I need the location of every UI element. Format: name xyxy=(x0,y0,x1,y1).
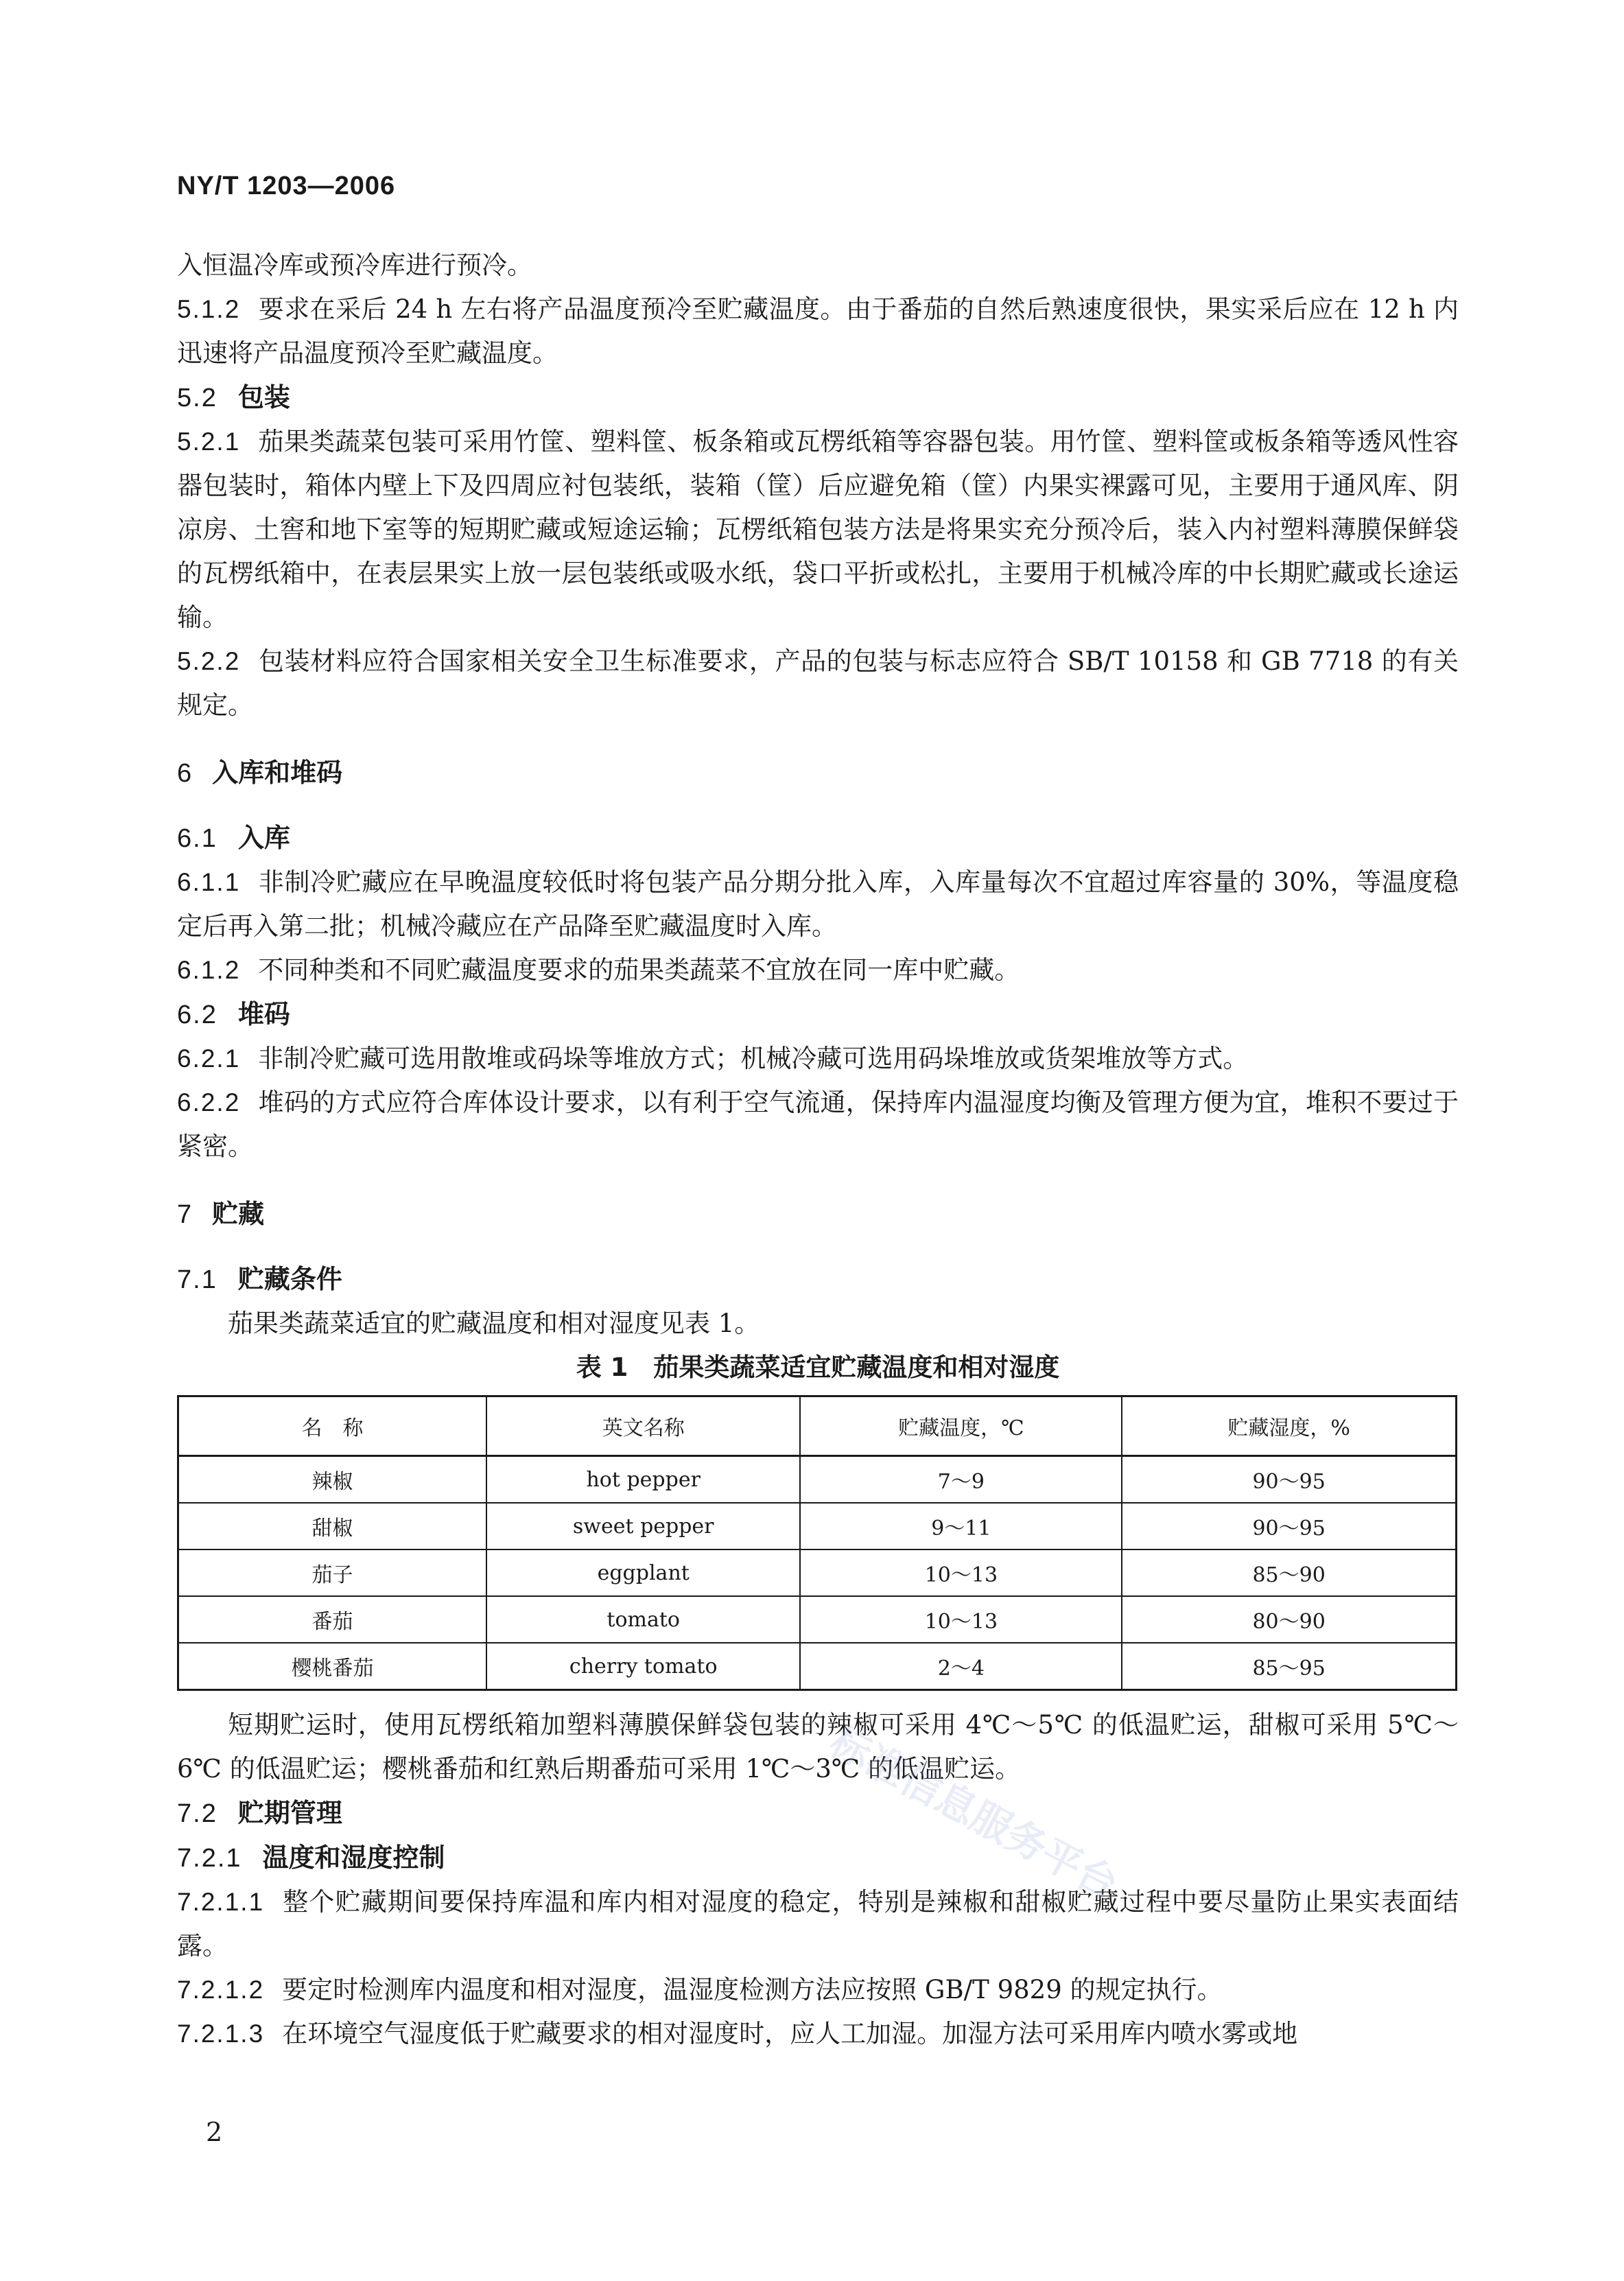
cell-humidity: 90～95 xyxy=(1122,1503,1456,1549)
clause-number: 7.2.1.3 xyxy=(177,2020,265,2048)
storage-conditions-table xyxy=(177,1395,1457,1691)
cell-temperature: 7～9 xyxy=(800,1456,1122,1504)
clause-7-1-text: 茄果类蔬菜适宜的贮藏温度和相对湿度见表 1。 xyxy=(228,1309,760,1338)
clause-text: 非制冷贮藏可选用散堆或码垛等堆放方式；机械冷藏可选用码垛堆放或货架堆放等方式。 xyxy=(258,1044,1249,1073)
table-header-row xyxy=(178,1396,1457,1456)
cell-humidity: 80～90 xyxy=(1122,1596,1456,1643)
clause-text: 包装材料应符合国家相关安全卫生标准要求，产品的包装与标志应符合 SB/T 10158 和 GB 7718 的有关规定。 xyxy=(177,646,1459,720)
heading-number: 7.1 xyxy=(177,1265,217,1294)
heading-number: 6 xyxy=(177,759,192,788)
clause-7-1-after-table: 短期贮运时，使用瓦楞纸箱加塑料薄膜保鲜袋包装的辣椒可采用 4℃～5℃ 的低温贮运，甜椒可采用 5℃～6℃ 的低温贮运；樱桃番茄和红熟后期番茄可采用 1℃～3℃ 的低温贮运。 xyxy=(177,1710,1459,1783)
heading-7 xyxy=(177,1192,1459,1237)
clause-number: 7.2.1.2 xyxy=(177,1976,265,2004)
heading-6-1 xyxy=(177,816,1459,861)
cell-temperature: 10～13 xyxy=(800,1596,1122,1643)
clause-number: 6.1.2 xyxy=(177,956,241,984)
cell-english-name: eggplant xyxy=(486,1549,800,1596)
clause-6-2-2 xyxy=(177,1081,1459,1169)
cell-english-name: hot pepper xyxy=(486,1456,800,1504)
table-row xyxy=(178,1456,1457,1504)
heading-7-2 xyxy=(177,1791,1459,1836)
cell-temperature: 9～11 xyxy=(800,1503,1122,1549)
page-number: 2 xyxy=(206,2117,223,2147)
cell-name: 茄子 xyxy=(178,1549,486,1596)
table-row xyxy=(178,1596,1457,1643)
clause-number: 5.2.1 xyxy=(177,428,241,456)
heading-title: 贮藏 xyxy=(212,1199,265,1229)
clause-number: 5.1.2 xyxy=(177,295,241,323)
cell-humidity: 85～95 xyxy=(1122,1643,1456,1690)
cell-temperature: 10～13 xyxy=(800,1549,1122,1596)
clause-text: 非制冷贮藏应在早晚温度较低时将包装产品分期分批入库，入库量每次不宜超过库容量的 30%，等温度稳定后再入第二批；机械冷藏应在产品降至贮藏温度时入库。 xyxy=(177,867,1459,941)
table-row xyxy=(178,1549,1457,1596)
cell-english-name: sweet pepper xyxy=(486,1503,800,1549)
cell-name: 番茄 xyxy=(178,1596,486,1643)
clause-number: 6.2.2 xyxy=(177,1088,241,1116)
clause-text: 要求在采后 24 h 左右将产品温度预冷至贮藏温度。由于番茄的自然后熟速度很快，果实采后应在 12 h 内迅速将产品温度预冷至贮藏温度。 xyxy=(177,294,1459,368)
heading-number: 6.1 xyxy=(177,824,217,853)
heading-number: 7.2 xyxy=(177,1799,217,1828)
heading-7-1 xyxy=(177,1257,1459,1302)
heading-title: 温度和湿度控制 xyxy=(262,1843,445,1873)
heading-number: 7 xyxy=(177,1200,192,1229)
clause-7-2-1-2 xyxy=(177,1968,1459,2012)
cell-temperature: 2～4 xyxy=(800,1643,1122,1690)
header-english-name: 英文名称 xyxy=(486,1396,800,1456)
cell-english-name: cherry tomato xyxy=(486,1643,800,1690)
clause-number: 5.2.2 xyxy=(177,647,241,675)
heading-6-2 xyxy=(177,992,1459,1037)
heading-5-2 xyxy=(177,375,1459,420)
clause-number: 6.2.1 xyxy=(177,1044,241,1073)
heading-number: 5.2 xyxy=(177,384,217,412)
heading-title: 包装 xyxy=(237,382,290,412)
table-row xyxy=(178,1503,1457,1549)
heading-number: 7.2.1 xyxy=(177,1844,242,1873)
standard-code: NY/T 1203—2006 xyxy=(177,172,396,200)
clause-text: 堆码的方式应符合库体设计要求，以有利于空气流通，保持库内温湿度均衡及管理方便为宜，堆积不要过于紧密。 xyxy=(177,1088,1459,1161)
cell-humidity: 90～95 xyxy=(1122,1456,1456,1504)
clause-6-1-1 xyxy=(177,861,1459,948)
header-name: 名 称 xyxy=(178,1396,486,1456)
heading-title: 堆码 xyxy=(237,999,290,1029)
clause-5-2-2 xyxy=(177,640,1459,727)
header-humidity: 贮藏湿度，% xyxy=(1122,1396,1456,1456)
clause-text: 要定时检测库内温度和相对湿度，温湿度检测方法应按照 GB/T 9829 的规定执行。 xyxy=(282,1975,1223,2004)
cell-english-name: tomato xyxy=(486,1596,800,1643)
clause-text: 整个贮藏期间要保持库温和库内相对湿度的稳定，特别是辣椒和甜椒贮藏过程中要尽量防止果实表面结露。 xyxy=(177,1887,1459,1961)
clause-5-2-1 xyxy=(177,420,1459,640)
heading-number: 6.2 xyxy=(177,1001,217,1029)
table-row xyxy=(178,1643,1457,1690)
heading-title: 贮期管理 xyxy=(237,1798,342,1828)
heading-7-2-1 xyxy=(177,1836,1459,1880)
heading-title: 入库 xyxy=(237,823,290,853)
clause-number: 7.2.1.1 xyxy=(177,1888,265,1916)
clause-6-1-2 xyxy=(177,948,1459,992)
intro-paragraph: 入恒温冷库或预冷库进行预冷。 xyxy=(177,250,532,280)
clause-number: 6.1.1 xyxy=(177,868,241,896)
header-temperature: 贮藏温度，℃ xyxy=(800,1396,1122,1456)
heading-title: 入库和堆码 xyxy=(212,758,343,788)
cell-name: 樱桃番茄 xyxy=(178,1643,486,1690)
clause-text: 茄果类蔬菜包装可采用竹筐、塑料筐、板条箱或瓦楞纸箱等容器包装。用竹筐、塑料筐或板条箱等透风性容器包装时，箱体内壁上下及四周应衬包装纸，装箱（筐）后应避免箱（筐）内果实裸露可见，主要用于通风库、阴凉房、土窖和地下室等的短期贮藏或短途运输；瓦楞纸箱包装方法是将果实充分预冷后，装入内衬塑料薄膜保鲜袋的瓦楞纸箱中，在表层果实上放一层包装纸或吸水纸，袋口平折或松扎，主要用于机械冷库的中长期贮藏或长途运输。 xyxy=(177,427,1459,632)
clause-text: 不同种类和不同贮藏温度要求的茄果类蔬菜不宜放在同一库中贮藏。 xyxy=(258,955,1020,985)
heading-6 xyxy=(177,751,1459,795)
cell-name: 辣椒 xyxy=(178,1456,486,1504)
cell-name: 甜椒 xyxy=(178,1503,486,1549)
heading-title: 贮藏条件 xyxy=(237,1264,342,1294)
clause-7-2-1-3 xyxy=(177,2012,1459,2056)
table-title: 表 1 茄果类蔬菜适宜贮藏温度和相对湿度 xyxy=(576,1353,1060,1382)
document-body xyxy=(177,244,1459,2056)
cell-humidity: 85～90 xyxy=(1122,1549,1456,1596)
clause-6-2-1 xyxy=(177,1037,1459,1081)
clause-text: 在环境空气湿度低于贮藏要求的相对湿度时，应人工加湿。加湿方法可采用库内喷水雾或地 xyxy=(282,2019,1298,2048)
watermark: 标准信息服务平台 xyxy=(822,1718,1126,1909)
clause-5-1-2 xyxy=(177,288,1459,375)
clause-7-2-1-1 xyxy=(177,1880,1459,1968)
